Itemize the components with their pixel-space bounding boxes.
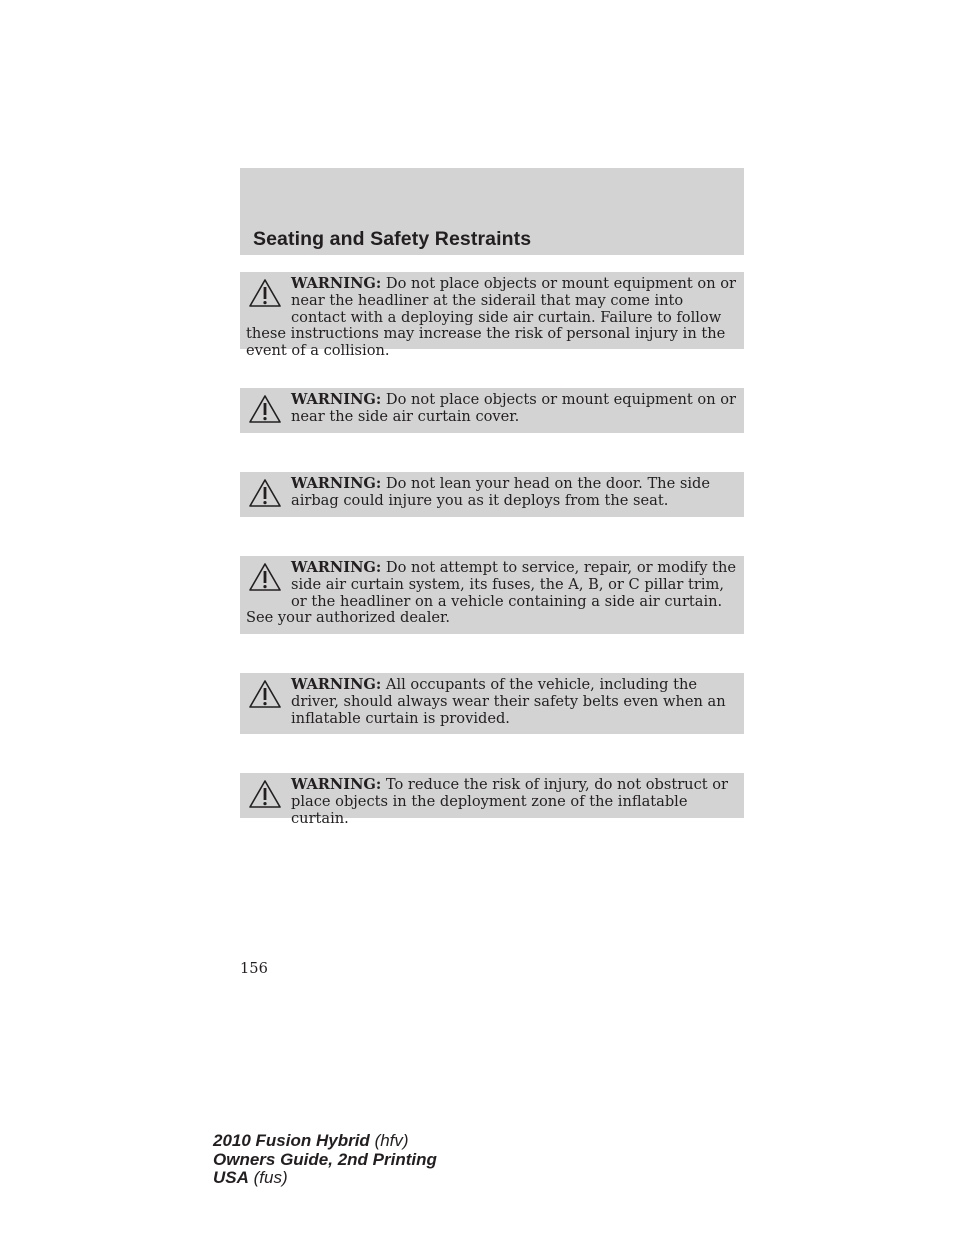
- footer-model-code: (hfv): [374, 1131, 409, 1150]
- footer-line-1: [213, 1132, 437, 1151]
- footer-model: 2010 Fusion Hybrid: [213, 1131, 370, 1150]
- warning-text: To reduce the risk of injury, do not obstruct or place objects in the deployment zone of the inflatable curtain.: [291, 776, 729, 827]
- section-title: Seating and Safety Restraints: [253, 228, 532, 250]
- footer-line-2: [213, 1151, 437, 1170]
- warning-text: Do not attempt to service, repair, or modify the side air curtain system, its fuses, the A, B, or C pillar trim, or the headliner on a vehicle containing a side air curtain. See your authorized dealer.: [246, 559, 737, 627]
- warning-box: [240, 272, 744, 360]
- warning-box: [240, 556, 744, 634]
- warning-box: [240, 388, 744, 433]
- warning-triangle-icon: [248, 679, 284, 713]
- warning-triangle-icon: [248, 394, 284, 428]
- warning-triangle-icon: [248, 278, 284, 312]
- footer-imprint: [213, 1132, 437, 1188]
- warning-label: WARNING:: [291, 559, 382, 576]
- footer-line-3: [213, 1169, 437, 1188]
- warning-box: [240, 773, 744, 827]
- warning-label: WARNING:: [291, 275, 382, 292]
- warning-label: WARNING:: [291, 676, 382, 693]
- warning-box: [240, 673, 744, 734]
- warning-box: [240, 472, 744, 517]
- warning-text: All occupants of the vehicle, including the driver, should always wear their safety belts even when an inflatable curtain is provided.: [291, 676, 726, 727]
- warning-triangle-icon: [248, 779, 284, 813]
- footer-market-code: (fus): [253, 1168, 288, 1187]
- warning-triangle-icon: [248, 562, 284, 596]
- warning-label: WARNING:: [291, 776, 382, 793]
- warning-text: Do not place objects or mount equipment on or near the side air curtain cover.: [291, 391, 737, 425]
- footer-market: USA: [213, 1168, 249, 1187]
- warning-text: Do not lean your head on the door. The side airbag could injure you as it deploys from the seat.: [291, 475, 710, 509]
- section-header: [240, 168, 744, 255]
- page-number: 156: [240, 960, 268, 977]
- warning-triangle-icon: [248, 478, 284, 512]
- warning-label: WARNING:: [291, 475, 382, 492]
- warning-text: Do not place objects or mount equipment on or near the headliner at the siderail that may come into contact with a deploying side air curtain. Failure to follow these instructions may increase the risk of personal injury in the event of a collision.: [246, 275, 737, 360]
- footer-printing: Owners Guide, 2nd Printing: [213, 1149, 437, 1169]
- warning-label: WARNING:: [291, 391, 382, 408]
